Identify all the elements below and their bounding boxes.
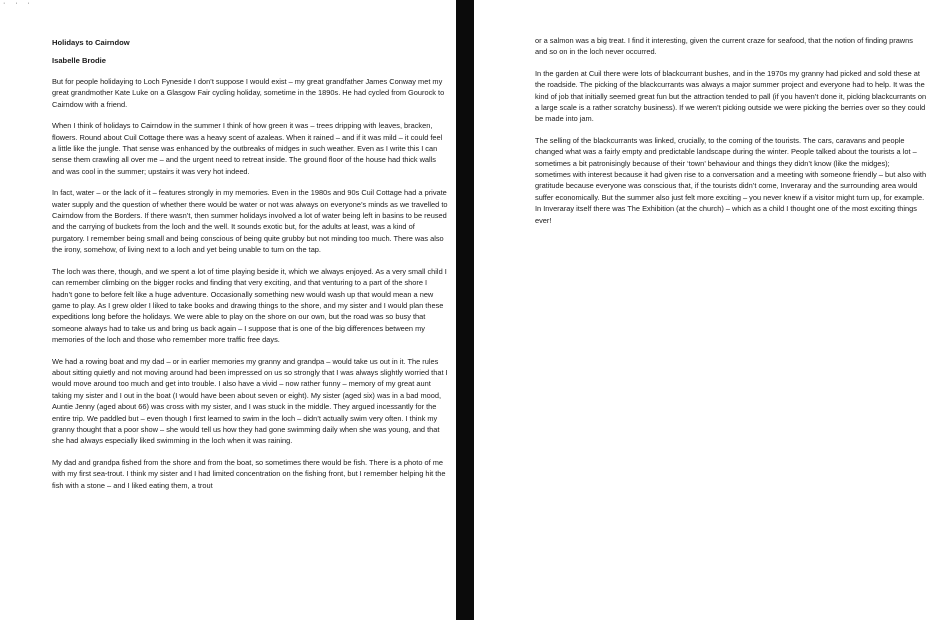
paragraph: In fact, water – or the lack of it – features strongly in my memories. Even in the 1980s and 90s Cuil Cottage had a private water supply and the question of whether there would be water or not was always on everyone’s minds as we travelled to Cairndow from the Borders. If there wasn’t, then summer holidays involved a lot of water being left in basins to be reused and the carrying of buckets from the loch and the well. It sounds exotic but, for the adults at least, was a kind of purgatory. I remember being small and being conscious of being quite grubby but not minding too much. There was also the irony, somehow, of living next to a loch and yet being unable to turn on the tap. bbox=[52, 188, 448, 255]
right-page bbox=[474, 0, 930, 620]
paragraph: But for people holidaying to Loch Fyneside I don’t suppose I would exist – my great grandfather James Conway met my great grandmother Kate Luke on a Glasgow Fair cycling holiday, sometime in the 1890s. He had cycled from Gourock to Cairndow with a friend. bbox=[52, 77, 445, 109]
author-name: Isabelle Brodie bbox=[52, 56, 107, 65]
document-title: Holidays to Cairndow bbox=[52, 38, 130, 47]
paragraph: The selling of the blackcurrants was linked, crucially, to the coming of the tourists. The cars, caravans and people changed what was a fairly empty and predictable landscape during the winter. People talked about the tourists a lot – sometimes a bit patronisingly because of their ‘town’ behaviour and things they didn’t know (like the midges); sometimes with interest because it had given rise to a conversation and a meeting with someone friendly – but also with gratitude because everyone was conscious that, if the tourists didn’t come, Inveraray and the surrounding area would suffer economically. But the summer also just felt more exciting – you never knew if a visitor might turn up, for example. In Inveraray itself there was The Exhibition (at the church) – which as a child I thought one of the most exciting things ever! bbox=[535, 135, 927, 225]
paragraph: or a salmon was a big treat. I find it interesting, given the current craze for seafood, that the notion of finding prawns and so on in the loch never occurred. bbox=[535, 36, 913, 57]
paragraph: My dad and grandpa fished from the shore and from the boat, so sometimes there would be fish. There is a photo of me with my first sea-trout. I think my sister and I had limited concentration on the fishing front, but I remember helping hit the fish with a stone – and I liked eating them, a trout bbox=[52, 457, 446, 490]
book-spine bbox=[456, 0, 474, 620]
paragraph: The loch was there, though, and we spent a lot of time playing beside it, which we always enjoyed. As a very small child I can remember climbing on the bigger rocks and finding that very exciting, and that venturing to a part of the shore I hadn’t gone to before felt like a huge adventure. Occasionally something new would wash up that would mean a new game to play. As I grew older I liked to take books and drawing things to the shore, and my sister and I would plan these expeditions long before the holidays. We were able to play on the shore on our own, but the road was so busy that someone always had to take us and bring us back again – I suppose that is one of the big differences between my memories of the loch and those who remember more traffic free days. bbox=[52, 266, 447, 345]
right-page-content bbox=[535, 35, 927, 236]
paragraph: We had a rowing boat and my dad – or in earlier memories my granny and grandpa – would take us out in it. The rules about sitting quietly and not moving around had been impressed on us so strongly that I was always slightly worried that I would move around too much and get into trouble. I also have a vivid – now rather funny – memory of my great aunt taking my sister and I out in the boat (I would have been about seven or eight). My sister (aged six) was in a bad mood, Auntie Jenny (aged about 66) was cross with my sister, and I was stuck in the middle. They argued incessantly for the entire trip. We paddled but – even though I first learned to swim in the loch – didn’t actually swim very often. I think my granny thought that a poor show – she would tell us how they had gone swimming daily when she was young, and that she had always especially liked swimming in the loch when it was raining. bbox=[52, 356, 448, 446]
paragraph: In the garden at Cuil there were lots of blackcurrant bushes, and in the 1970s my granny had picked and sold these at the roadside. The picking of the blackcurrants was always a major summer project and everyone had to help. It was the kind of job that initially seemed great fun but the attraction tended to pall (if you haven’t done it, picking blackcurrants on a large scale is a rather scratchy business). If we weren’t picking outside we were picking the berries over so they could be made into jam. bbox=[535, 68, 927, 124]
paragraph: When I think of holidays to Cairndow in the summer I think of how green it was – trees dripping with leaves, bracken, flowers. Round about Cuil Cottage there was a heavy scent of azaleas. When it rained – and if it was mild – it could feel a little like the jungle. That sense was enhanced by the outbreaks of midges in such weather. Even as I write this I can sense them crawling all over me – and the urgent need to retreat inside. The ground floor of the house had thick walls and was cool in the summer; upstairs it was very hot indeed. bbox=[52, 121, 443, 176]
left-page-content bbox=[52, 38, 448, 501]
left-page bbox=[0, 0, 456, 620]
scan-marks: · · · bbox=[3, 0, 34, 7]
